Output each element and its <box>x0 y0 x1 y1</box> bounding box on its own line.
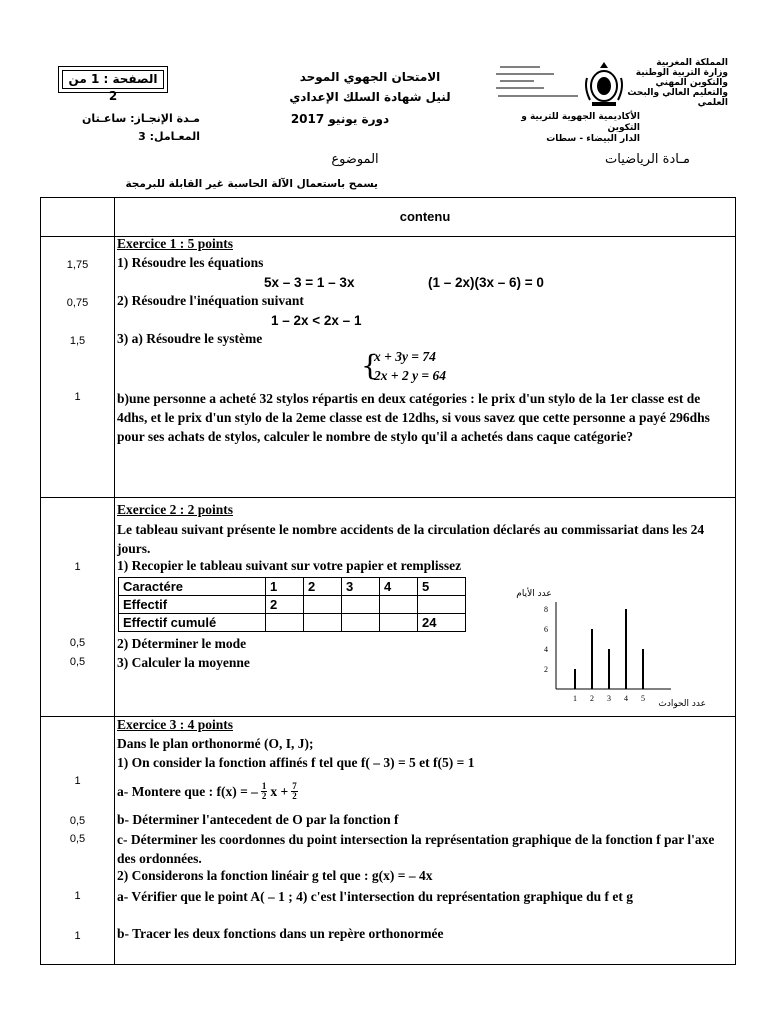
calculator-note: يسمح باستعمال الآلة الحاسبة غير القابلة للبرمجة <box>125 178 378 190</box>
exercise1-equation-b: (1 – 2x)(3x – 6) = 0 <box>428 275 544 290</box>
exercise1-q3b: b)une personne a acheté 32 stylos répartis en deux catégories : le prix d'un stylo de la 1er classe est de 4dhs, et le prix d'un stylo de la 2eme classe est de 12dhs, si vous savez que cette personne a payé 296dhs pour ses achats de stylos, calculer le nombre de stylo qu'il a achetés dans caque catégorie? <box>117 391 710 444</box>
exercise3-q2: 2) Considerons la fonction linéair g tel que : g(x) = – 4x <box>117 868 433 883</box>
row-divider <box>41 497 735 498</box>
chart-y-tick-label: 4 <box>544 645 548 654</box>
points-ex3-q2b: 1 <box>74 930 81 942</box>
exercise2-title: Exercice 2 : 2 points <box>117 502 233 517</box>
points-ex2-q3: 0,5 <box>69 656 86 668</box>
points-ex1-q3b: 1 <box>74 391 81 403</box>
exam-duration: مـدة الإنجـاز: ساعـتان <box>82 112 200 125</box>
frequency-cell <box>380 614 418 632</box>
frequency-table <box>118 577 466 632</box>
subject-label: مـادة الرياضيات <box>605 152 690 167</box>
points-ex3-q1b: 0,5 <box>69 815 86 827</box>
exercise2-q3: 3) Calculer la moyenne <box>117 655 250 670</box>
frequency-table-row <box>119 596 466 614</box>
points-ex3-q1a: 1 <box>74 775 81 787</box>
exercise3-q1a <box>117 782 298 801</box>
academy-line-2: الدار البيضاء - سطات <box>546 134 640 144</box>
academy-line-1: الأكاديمية الجهوية للتربية و التكوين <box>521 112 640 133</box>
exercise1-title: Exercice 1 : 5 points <box>117 236 233 251</box>
fraction1-denominator: 2 <box>261 791 267 801</box>
exercise3-q1c: c- Déterminer les coordonnes du point intersection la représentation graphique de la fonction f par l'axe des ordonnées. <box>117 832 715 866</box>
exercise3-intro: Dans le plan orthonormé (O, I, J); <box>117 736 314 751</box>
points-column-divider <box>114 198 115 964</box>
frequency-cell <box>342 614 380 632</box>
frequency-cell <box>304 614 342 632</box>
ministry-tifinagh-block <box>494 60 584 104</box>
frequency-cell: 2 <box>304 578 342 596</box>
points-ex1-q3a: 1,5 <box>69 335 86 347</box>
frequency-row-header: Effectif <box>119 596 266 614</box>
exam-title: الامتحان الجهوي الموحد <box>299 70 441 84</box>
frequency-cell: 1 <box>266 578 304 596</box>
frequency-row-header: Effectif cumulé <box>119 614 266 632</box>
exercise3-q1a-mid: x + <box>270 783 289 799</box>
exam-session: دورة يونيو 2017 <box>290 112 390 126</box>
exercise1-q2: 2) Résoudre l'inéquation suivant <box>117 293 304 308</box>
frequency-cell: 24 <box>418 614 466 632</box>
fraction-seven-half <box>291 782 298 801</box>
frequency-cell <box>418 596 466 614</box>
system-equation-2: 2x + 2 y = 64 <box>374 368 447 383</box>
frequency-cell: 5 <box>418 578 466 596</box>
exercise3-title: Exercice 3 : 4 points <box>117 717 233 732</box>
chart-x-tick-label: 1 <box>573 694 577 703</box>
ministry-line-1: المملكة المغربية <box>656 58 728 68</box>
exercise3-q1b: b- Déterminer l'antecedent de O par la fonction f <box>117 812 399 827</box>
chart-x-tick-label: 5 <box>641 694 645 703</box>
points-ex3-q1c: 0,5 <box>69 833 86 845</box>
frequency-table-row <box>119 614 466 632</box>
chart-x-tick-label: 3 <box>607 694 611 703</box>
accidents-bar-chart <box>506 584 716 710</box>
exercise1-equation-a: 5x – 3 = 1 – 3x <box>264 275 355 290</box>
frequency-cell <box>266 614 304 632</box>
points-ex1-q1: 1,75 <box>66 259 89 271</box>
page-number: الصفحة : 1 من 2 <box>62 70 164 89</box>
chart-x-axis-label: عدد الحوادث <box>658 699 706 709</box>
exercise3-q2a: a- Vérifier que le point A( – 1 ; 4) c'est l'intersection du représentation graphique du f et g <box>117 889 633 904</box>
exercise2-q2: 2) Déterminer le mode <box>117 636 247 651</box>
frequency-table-row <box>119 578 466 596</box>
exercise1-q3a: 3) a) Résoudre le système <box>117 331 263 346</box>
exam-level: لنيل شهادة السلك الإعدادي <box>289 90 451 104</box>
system-brace: { <box>361 349 379 382</box>
points-ex1-q2: 0,75 <box>66 297 89 309</box>
exercise1-q1: 1) Résoudre les équations <box>117 255 264 270</box>
fraction2-numerator: 7 <box>292 781 297 791</box>
points-ex2-q1: 1 <box>74 561 81 573</box>
exam-coefficient: المعـامل: 3 <box>138 130 200 143</box>
chart-y-tick-label: 6 <box>544 625 548 634</box>
chart-x-tick-label: 2 <box>590 694 594 703</box>
exercise2-intro: Le tableau suivant présente le nombre accidents de la circulation déclarés au commissariat dans les 24 jours. <box>117 522 705 556</box>
fraction1-numerator: 1 <box>261 781 267 791</box>
system-equation-1: x + 3y = 74 <box>374 349 436 364</box>
frequency-cell <box>380 596 418 614</box>
exercise3-q1: 1) On consider la fonction affinés f tel que f( – 3) = 5 et f(5) = 1 <box>117 755 475 770</box>
ministry-line-4: والتعليم العالي والبحث العلمي <box>627 88 728 108</box>
content-column-title: contenu <box>399 209 451 224</box>
points-ex3-q2a: 1 <box>74 890 81 902</box>
exercise1-inequation: 1 – 2x < 2x – 1 <box>271 313 362 328</box>
fraction2-denominator: 2 <box>292 791 297 801</box>
frequency-cell <box>304 596 342 614</box>
frequency-cell <box>342 596 380 614</box>
ministry-line-2: وزارة التربية الوطنية <box>635 68 728 78</box>
frequency-cell: 2 <box>266 596 304 614</box>
exercise3-q2b: b- Tracer les deux fonctions dans un repère orthonormée <box>117 926 444 941</box>
chart-y-axis-label: عدد الأيام <box>516 589 552 599</box>
academy-name <box>490 112 640 145</box>
chart-y-tick-label: 8 <box>544 605 548 614</box>
frequency-cell: 3 <box>342 578 380 596</box>
exercise2-q1: 1) Recopier le tableau suivant sur votre papier et remplissez <box>117 558 462 573</box>
page-number-box <box>58 66 168 103</box>
topic-label: الموضوع <box>331 152 379 167</box>
points-ex2-q2: 0,5 <box>69 637 86 649</box>
fraction-one-half <box>261 782 268 801</box>
exercise3-q1a-text: a- Montere que : f(x) = – <box>117 783 258 799</box>
chart-x-tick-label: 4 <box>624 694 628 703</box>
frequency-row-header: Caractére <box>119 578 266 596</box>
chart-y-tick-label: 2 <box>544 665 548 674</box>
ministry-name <box>612 58 728 108</box>
frequency-cell: 4 <box>380 578 418 596</box>
ministry-line-3: والتكوين المهني <box>655 78 728 88</box>
